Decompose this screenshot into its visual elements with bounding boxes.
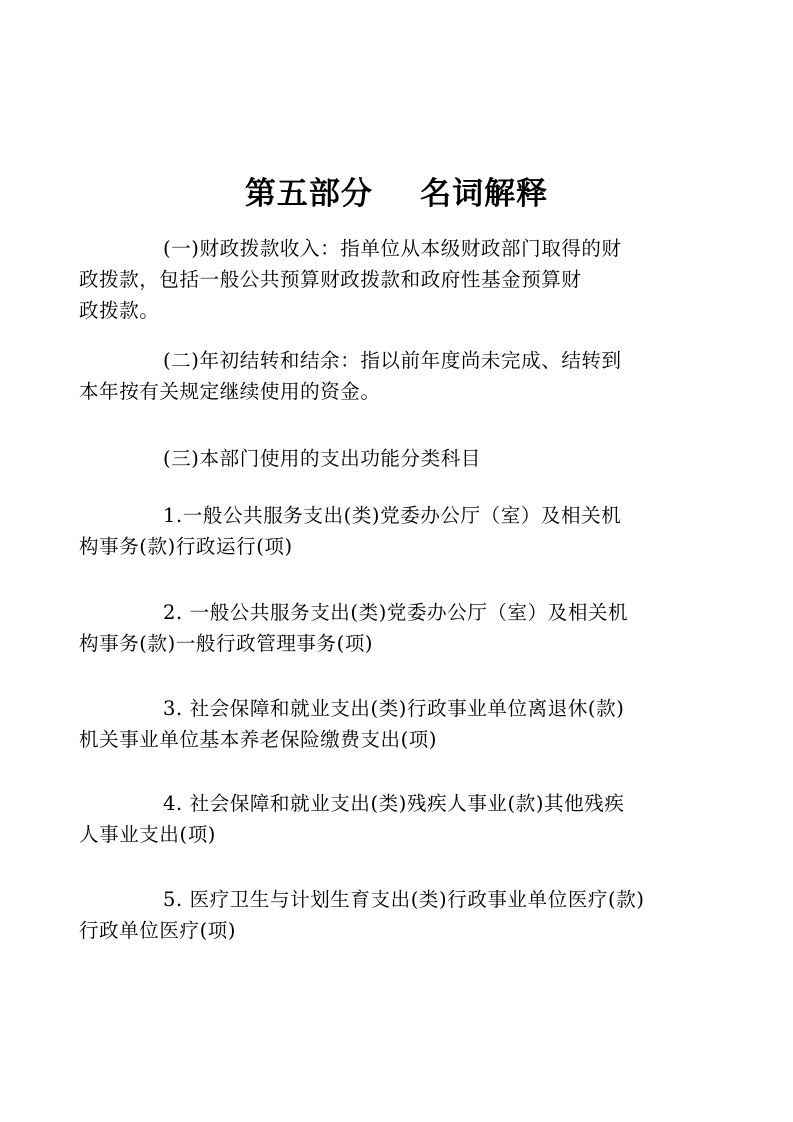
list-item-1 — [79, 500, 681, 562]
list-item-2 — [79, 597, 681, 659]
paragraph-line: 3. 社会保障和就业支出(类)行政事业单位离退休(款) — [163, 697, 625, 720]
paragraph-line: (三)本部门使用的支出功能分类科目 — [163, 447, 481, 470]
paragraph-line: 4. 社会保障和就业支出(类)残疾人事业(款)其他残疾 — [163, 792, 625, 815]
paragraph-line: (二)年初结转和结余：指以前年度尚未完成、结转到 — [163, 349, 622, 372]
paragraph-line: 构事务(款)一般行政管理事务(项) — [79, 632, 374, 655]
paragraph-line: 1.一般公共服务支出(类)党委办公厅（室）及相关机 — [163, 504, 622, 527]
paragraph-line: 2. 一般公共服务支出(类)党委办公厅（室）及相关机 — [163, 601, 629, 624]
list-item-5 — [79, 884, 681, 946]
paragraph-line: (一)财政拨款收入：指单位从本级财政部门取得的财 — [163, 237, 622, 260]
paragraph-line: 行政单位医疗(项) — [79, 919, 237, 942]
list-item-4 — [79, 788, 681, 850]
paragraph-line: 5. 医疗卫生与计划生育支出(类)行政事业单位医疗(款) — [163, 888, 645, 911]
paragraph-line: 人事业支出(项) — [79, 823, 217, 846]
paragraph-line: 机关事业单位基本养老保险缴费支出(项) — [79, 728, 438, 751]
paragraph-line: 政拨款，包括一般公共预算财政拨款和政府性基金预算财 — [79, 268, 582, 291]
page-title: 第五部分 名词解释 — [244, 176, 549, 212]
paragraph-line: 政拨款。 — [79, 299, 160, 322]
paragraph-functional-categories — [121, 443, 681, 474]
paragraph-carryover-balance — [79, 345, 681, 407]
paragraph-fiscal-allocation-income — [79, 233, 681, 326]
paragraph-line: 本年按有关规定继续使用的资金。 — [79, 380, 381, 403]
list-item-3 — [79, 693, 681, 755]
paragraph-line: 构事务(款)行政运行(项) — [79, 535, 293, 558]
